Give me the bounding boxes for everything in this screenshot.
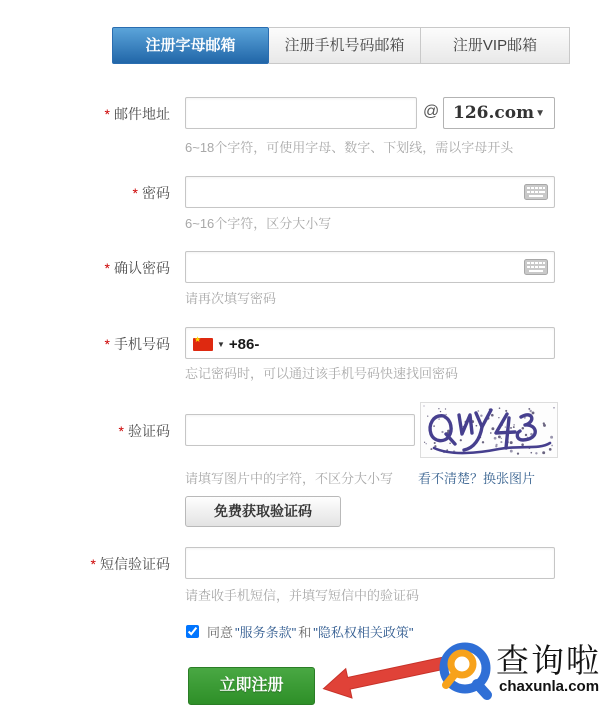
domain-selected-value: 126.com [453,103,535,123]
get-code-button[interactable]: 免费获取验证码 [185,496,341,527]
captcha-refresh-link[interactable]: 看不清楚？换张图片 [418,471,536,486]
email-input[interactable] [185,97,417,129]
chevron-down-icon: ▼ [217,340,225,349]
password-label: * 密码 [132,185,170,201]
confirm-password-input[interactable] [185,251,555,283]
email-label: * 邮件地址 [104,106,170,122]
chevron-down-icon: ▼ [535,107,545,119]
phone-hint: 忘记密码时，可以通过该手机号码快速找回密码 [185,366,459,381]
agreement-prefix: 同意 [207,625,234,640]
privacy-link[interactable]: "隐私权相关政策" [313,625,414,640]
brand-name: 查询啦 [496,641,601,680]
submit-button[interactable]: 立即注册 [188,667,315,705]
soft-keyboard-icon[interactable] [524,259,548,280]
tab-vip-mailbox[interactable]: 注册VIP邮箱 [421,27,570,64]
required-marker: * [118,423,124,439]
captcha-hint: 请填写图片中的字符，不区分大小写 [185,471,394,486]
required-marker: * [90,556,96,572]
terms-link[interactable]: "服务条款" [235,625,297,640]
required-marker: * [104,336,110,352]
domain-select[interactable] [443,97,555,129]
brand-domain: chaxunla.com [499,678,600,695]
tab-letter-mailbox[interactable]: 注册字母邮箱 [112,27,269,64]
china-flag-icon: ★ [193,338,213,351]
confirm-password-label: * 确认密码 [104,260,170,276]
sms-code-input[interactable] [185,547,555,579]
required-marker: * [104,106,110,122]
password-hint: 6~16个字符，区分大小写 [185,216,332,231]
captcha-input[interactable] [185,414,415,446]
required-marker: * [104,260,110,276]
captcha-image [420,402,558,458]
country-code-selector[interactable] [193,336,259,353]
email-hint: 6~18个字符，可使用字母、数字、下划线，需以字母开头 [185,140,514,155]
confirm-password-hint: 请再次填写密码 [185,291,277,306]
phone-label: * 手机号码 [104,336,170,352]
agreement-checkbox[interactable] [186,625,199,638]
agreement-row [186,622,414,641]
required-marker: * [132,185,138,201]
watermark-logo [437,633,615,713]
password-input[interactable] [185,176,555,208]
soft-keyboard-icon[interactable] [524,184,548,205]
at-sign: @ [423,103,440,120]
phone-prefix: +86- [228,336,260,353]
chaxunla-logo-icon [437,639,495,708]
tab-mobile-mailbox[interactable]: 注册手机号码邮箱 [269,27,421,64]
agreement-middle: 和 [298,625,312,640]
captcha-label: * 验证码 [118,423,170,439]
tab-bar [112,27,570,64]
sms-code-label: * 短信验证码 [90,556,170,572]
sms-code-hint: 请查收手机短信，并填写短信中的验证码 [185,588,420,603]
